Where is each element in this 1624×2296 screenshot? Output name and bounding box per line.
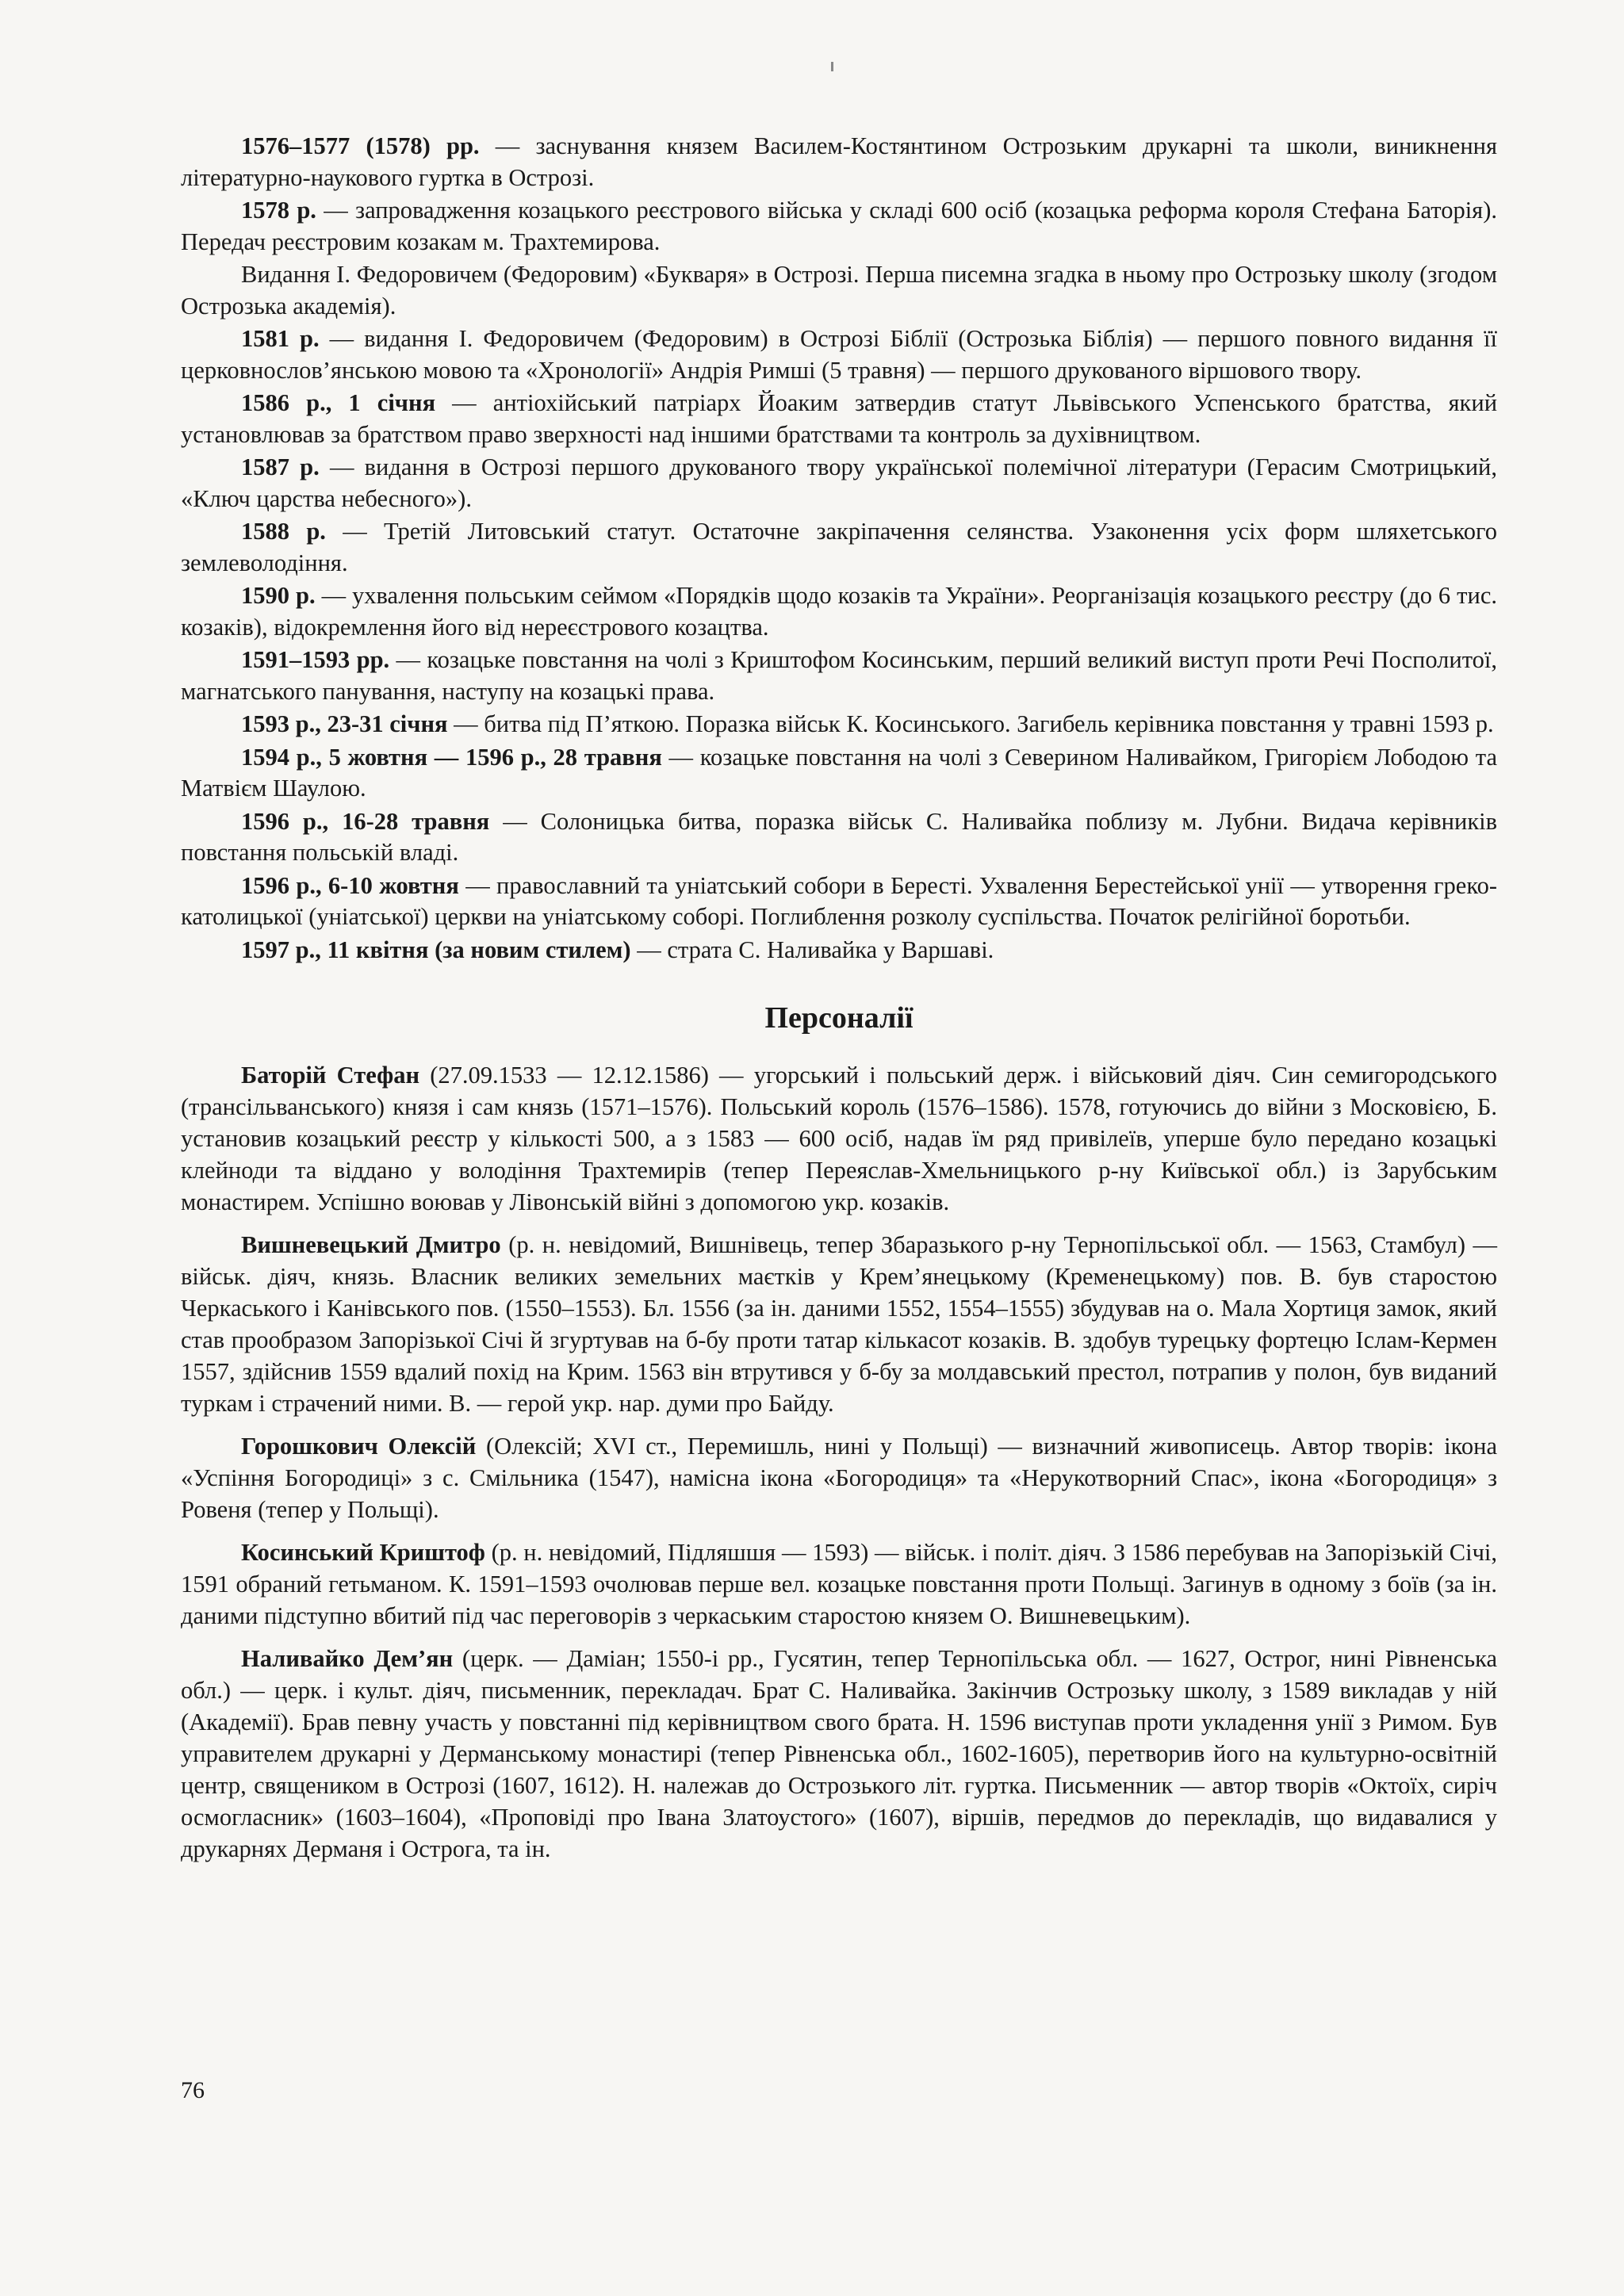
- chronology-entry: [181, 935, 1497, 966]
- chronology-entry: [181, 452, 1497, 515]
- chronology-entry: [181, 323, 1497, 386]
- person-entry-heading: Вишневецький Дмитро: [241, 1231, 501, 1258]
- chronology-entry-heading: 1596 р., 16-28 травня: [241, 807, 490, 835]
- chronology-entry: [181, 645, 1497, 707]
- persons-list: [181, 1059, 1497, 1865]
- person-entry: [181, 1229, 1497, 1419]
- page-content: [181, 131, 1497, 1876]
- chronology-entry-heading: 1597 р., 11 квітня (за новим стилем): [241, 936, 631, 963]
- chronology-entry-text: — видання І. Федоровичем (Федоровим) в Острозі Біблії (Острозька Біблія) — першого повного видання її церковнослов’янською мовою та «Хронології» Андрія Римші (5 травня) — першого друкованого віршового твору.: [181, 325, 1498, 384]
- chronology-entry: [181, 742, 1497, 805]
- page-number: 76: [181, 2077, 205, 2103]
- chronology-entry-text: — заснування князем Василем-Костянтином Острозьким друкарні та школи, виникнення літературно-наукового гуртка в Острозі.: [181, 132, 1497, 191]
- person-entry-heading: Горошкович Олексій: [241, 1433, 477, 1460]
- chronology-entry-text: — козацьке повстання на чолі з Северином Наливайком, Григорієм Лободою та Матвієм Шаулою.: [181, 743, 1498, 802]
- chronology-entry-text: — видання в Острозі першого друкованого твору української полемічної літератури (Герасим Смотрицький, «Ключ царства небесного»).: [181, 453, 1497, 512]
- chronology-entry: [181, 806, 1497, 869]
- chronology-entry-text: — Третій Литовський статут. Остаточне закріпачення селянства. Узаконення усіх форм шляхетського землеволодіння.: [181, 518, 1498, 576]
- chronology-entry-text: — козацьке повстання на чолі з Криштофом Косинським, перший великий виступ проти Речі Посполитої, магнатського панування, наступу на козацькі права.: [181, 646, 1497, 705]
- chronology-entry: [181, 195, 1497, 258]
- person-entry-text: (27.09.1533 — 12.12.1586) — угорський і польський держ. і військовий діяч. Син семигородського (трансільванського) князя і сам князь (1571–1576). Польський король (1576–1586). 1578, готуючись до війни з Московією, Б. установив козацький реєстр у кількості 500, а з 1583 — 600 осіб, надав їм ряд привілеїв, уперше було передано козацькі клейноди та віддано у володіння Трахтемирів (тепер Переяслав-Хмельницького р-ну Київської обл.) із Зарубським монастирем. Успішно воював у Лівонській війні з допомогою укр. козаків.: [181, 1062, 1497, 1215]
- chronology-entry: [181, 871, 1497, 933]
- chronology-entry-heading: 1578 р.: [241, 197, 316, 224]
- chronology-entry: [181, 259, 1497, 322]
- person-entry-text: (р. н. невідомий, Вишнівець, тепер Збаразького р-ну Тернопільської обл. — 1563, Стамбул) — військ. діяч, князь. Власник великих земельних маєтків у Крем’янецькому (Кременецькому) пов. В. був старостою Черкаського і Канівського пов. (1550–1553). Бл. 1556 (за ін. даними 1552, 1554–1555) збудував на о. Мала Хортиця замок, який став прообразом Запорізької Січі й згуртував на б-бу проти татар кількасот козаків. В. здобув турецьку фортецю Іслам-Кермен 1557, здійснив 1559 вдалий похід на Крим. 1563 він втрутився у б-бу за молдавський престол, потрапив у полон, був виданий туркам і страчений ними. В. — герой укр. нар. думи про Байду.: [181, 1231, 1498, 1417]
- chronology-entry-heading: 1588 р.: [241, 518, 326, 545]
- chronology-entry: [181, 516, 1497, 579]
- chronology-entry-heading: 1593 р., 23-31 січня: [241, 710, 448, 737]
- chronology-entry-heading: 1576–1577 (1578) рр.: [241, 132, 480, 159]
- section-title: Персоналії: [764, 1001, 914, 1035]
- person-entry: [181, 1430, 1497, 1525]
- person-entry: [181, 1536, 1497, 1632]
- chronology-entry-heading: 1581 р.: [241, 325, 320, 352]
- person-entry-text: (р. н. невідомий, Підляшшя — 1593) — військ. і політ. діяч. З 1586 перебував на Запорізькій Січі, 1591 обраний гетьманом. К. 1591–1593 очолював перше вел. козацьке повстання проти Польщі. Загинув в одному з боїв (за ін. даними підступно вбитий під час переговорів з черкаським старостою князем О. Вишневецьким).: [181, 1539, 1498, 1629]
- chronology-entry-heading: 1591–1593 рр.: [241, 646, 390, 673]
- chronology-entry-text: — страта С. Наливайка у Варшаві.: [630, 936, 994, 963]
- chronology-entry: [181, 709, 1497, 740]
- chronology-entry: [181, 131, 1497, 193]
- person-entry-heading: Косинський Криштоф: [241, 1539, 485, 1566]
- chronology-list: [181, 131, 1497, 966]
- person-entry-text: (Олексій; XVI ст., Перемишль, нині у Польщі) — визначний живописець. Автор творів: ікона «Успіння Богородиці» з с. Смільника (1547), намісна ікона «Богородиця» та «Нерукотворний Спас», ікона «Богородиця» з Ровеня (тепер у Польщі).: [181, 1433, 1497, 1523]
- chronology-entry-text: — битва під П’яткою. Поразка військ К. Косинського. Загибель керівника повстання у травні 1593 р.: [447, 710, 1494, 737]
- chronology-entry-heading: 1594 р., 5 жовтня — 1596 р., 28 травня: [241, 743, 662, 771]
- chronology-entry-text: — Солоницька битва, поразка військ С. Наливайка поблизу м. Лубни. Видача керівників повстання польській владі.: [181, 807, 1498, 866]
- chronology-entry: [181, 388, 1497, 450]
- chronology-entry-text: — запровадження козацького реєстрового війська у складі 600 осіб (козацька реформа короля Стефана Баторія). Передач реєстровим козакам м. Трахтемирова.: [181, 197, 1497, 255]
- chronology-entry-heading: 1587 р.: [241, 453, 320, 480]
- chronology-entry: [181, 580, 1497, 643]
- person-entry-heading: Баторій Стефан: [241, 1062, 420, 1089]
- chronology-entry-heading: 1596 р., 6-10 жовтня: [241, 871, 459, 899]
- person-entry-text: (церк. — Даміан; 1550-і рр., Гусятин, тепер Тернопільська обл. — 1627, Острог, нині Рівненська обл.) — церк. і культ. діяч, письменник, перекладач. Брат С. Наливайка. Закінчив Острозьку школу, з 1589 викладав у ній (Академії). Брав певну участь у повстанні під керівництвом свого брата. Н. 1596 виступав проти укладення унії з Римом. Був управителем друкарні у Дерманському монастирі (тепер Рівненська обл., 1602-1605), перетворив його на культурно-освітній центр, священиком в Острозі (1607, 1612). Н. належав до Острозького літ. гуртка. Письменник — автор творів «Октоїх, сиріч осмогласник» (1603–1604), «Проповіді про Івана Златоустого» (1607), віршів, передмов до перекладів, що видавалися у друкарнях Дерманя і Острога, та ін.: [181, 1645, 1497, 1862]
- chronology-entry-text: — ухвалення польським сеймом «Порядків щодо козаків та України». Реорганізація козацького реєстру (до 6 тис. козаків), відокремлення його від нереєстрового козацтва.: [181, 582, 1497, 641]
- person-entry: [181, 1643, 1497, 1865]
- chronology-entry-text: — православний та уніатський собори в Бересті. Ухвалення Берестейської унії — утворення греко-католицької (уніатської) церкви на уніатському соборі. Поглиблення розколу суспільства. Початок релігійної боротьби.: [181, 871, 1498, 930]
- scan-mark: [831, 62, 833, 71]
- chronology-entry-heading: 1590 р.: [241, 582, 316, 609]
- person-entry: [181, 1059, 1497, 1218]
- chronology-entry-text: — антіохійський патріарх Йоаким затвердив статут Львівського Успенського братства, який установлював за братством право зверхності над іншими братствами та контроль за духівництвом.: [181, 389, 1498, 448]
- chronology-entry-heading: 1586 р., 1 січня: [241, 389, 436, 416]
- person-entry-heading: Наливайко Дем’ян: [241, 1645, 454, 1672]
- chronology-entry-text: Видання І. Федоровичем (Федоровим) «Букваря» в Острозі. Перша писемна згадка в ньому про Острозьку школу (згодом Острозька академія).: [181, 261, 1497, 320]
